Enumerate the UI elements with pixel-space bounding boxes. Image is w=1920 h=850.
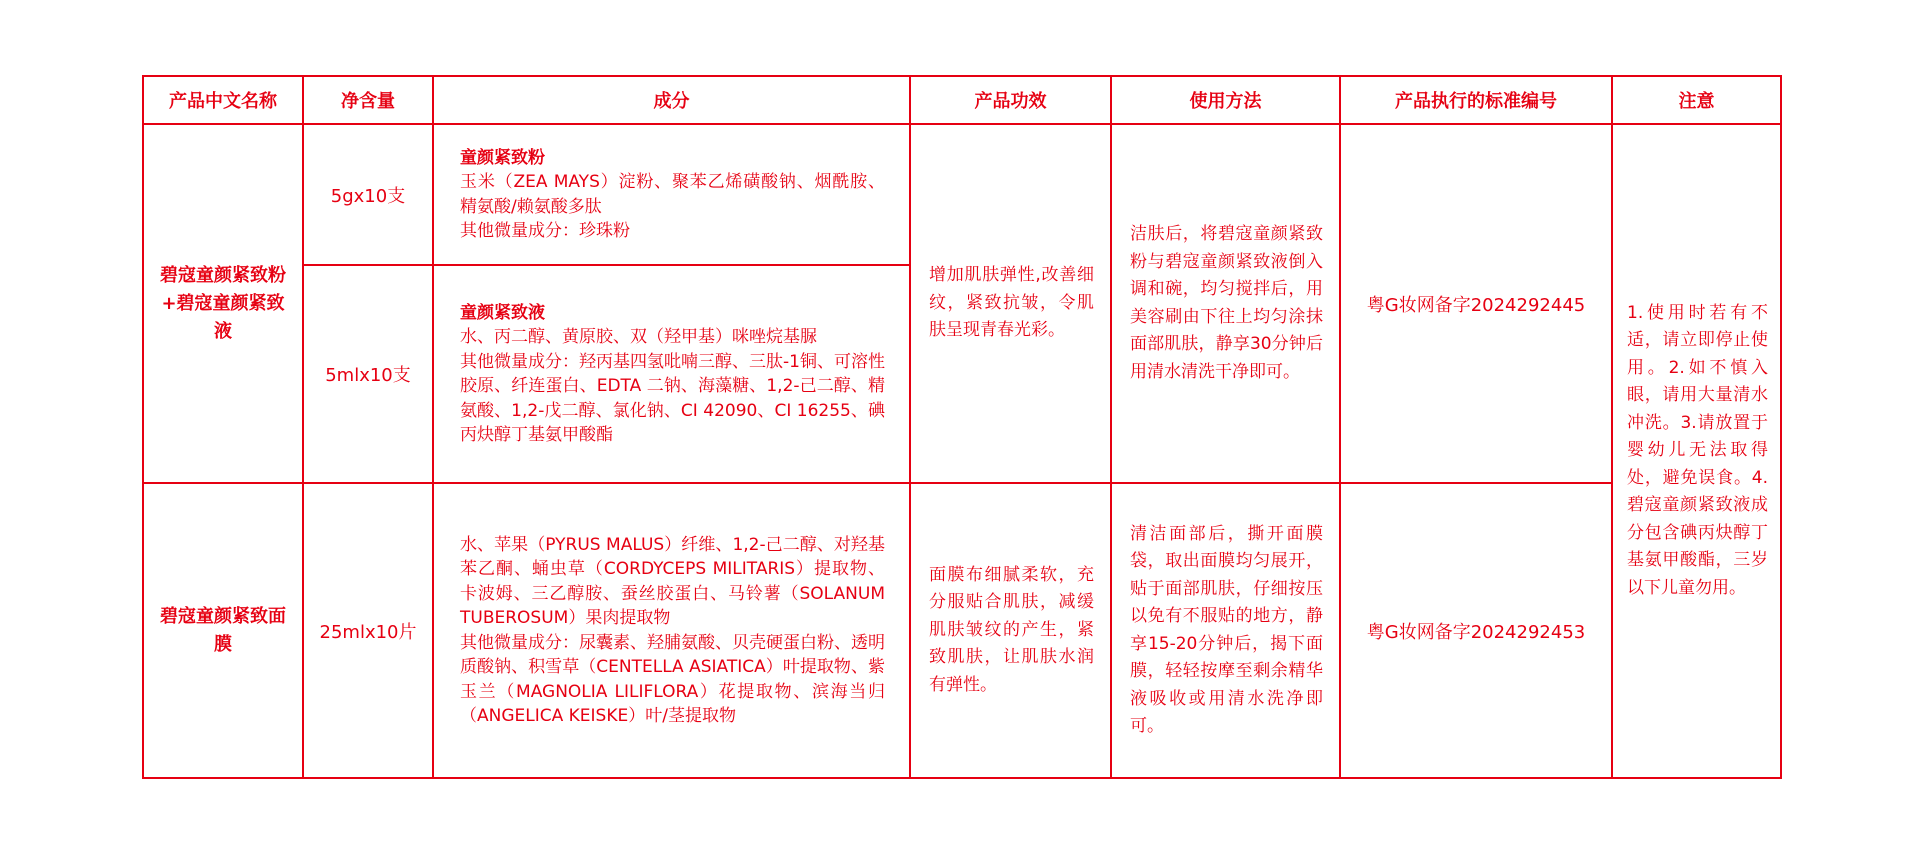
- standard-number-cell: 粤G妆网备字2024292445: [1340, 124, 1612, 483]
- ingredient-list: 水、苹果（PYRUS MALUS）纤维、1,2-己二醇、对羟基苯乙酮、蛹虫草（CORDYCEPS MILITARIS）提取物、卡波姆、三乙醇胺、蚕丝胶蛋白、马铃薯（SOLANUM TUBEROSUM）果肉提取物: [460, 534, 885, 628]
- product-info-table: [142, 75, 1782, 779]
- table-row: [143, 483, 1781, 778]
- product-name-cell: 碧寇童颜紧致面膜: [143, 483, 303, 778]
- net-content-cell: 25mlx10片: [303, 483, 433, 778]
- usage-cell: 清洁面部后，撕开面膜袋，取出面膜均匀展开，贴于面部肌肤，仔细按压以免有不服贴的地方，静享15-20分钟后，揭下面膜，轻轻按摩至剩余精华液吸收或用清水洗净即可。: [1111, 483, 1340, 778]
- ingredient-subtitle: 童颜紧致液: [460, 302, 545, 323]
- header-notice: 注意: [1612, 76, 1781, 124]
- ingredients-cell: [433, 483, 910, 778]
- net-content-cell: 5gx10支: [303, 124, 433, 265]
- notice-cell: 1.使用时若有不适，请立即停止使用。2.如不慎入眼，请用大量清水冲洗。3.请放置于婴幼儿无法取得处，避免误食。4.碧寇童颜紧致液成分包含碘丙炔醇丁基氨甲酸酯，三岁以下儿童勿用。: [1612, 124, 1781, 778]
- header-usage: 使用方法: [1111, 76, 1340, 124]
- ingredient-subtitle: 童颜紧致粉: [460, 147, 545, 168]
- table-row: [143, 124, 1781, 265]
- header-net-content: 净含量: [303, 76, 433, 124]
- ingredient-list: 玉米（ZEA MAYS）淀粉、聚苯乙烯磺酸钠、烟酰胺、精氨酸/赖氨酸多肽: [460, 172, 885, 217]
- header-ingredients: 成分: [433, 76, 910, 124]
- efficacy-cell: 增加肌肤弹性,改善细纹，紧致抗皱，令肌肤呈现青春光彩。: [910, 124, 1111, 483]
- product-info-sheet: [142, 75, 1780, 775]
- header-standard-number: 产品执行的标准编号: [1340, 76, 1612, 124]
- header-product-name: 产品中文名称: [143, 76, 303, 124]
- header-row: [143, 76, 1781, 124]
- trace-ingredient-list: 其他微量成分：羟丙基四氢吡喃三醇、三肽-1铜、可溶性胶原、纤连蛋白、EDTA 二钠、海藻糖、1,2-己二醇、精氨酸、1,2-戊二醇、氯化钠、CI 42090、CI 16255、碘丙炔醇丁基氨甲酸酯: [460, 351, 885, 445]
- ingredients-cell: [433, 124, 910, 265]
- ingredients-cell: [433, 265, 910, 483]
- ingredient-list: 水、丙二醇、黄原胶、双（羟甲基）咪唑烷基脲: [460, 327, 817, 347]
- efficacy-cell: 面膜布细腻柔软，充分服贴合肌肤，减缓肌肤皱纹的产生，紧致肌肤，让肌肤水润有弹性。: [910, 483, 1111, 778]
- usage-cell: 洁肤后，将碧寇童颜紧致粉与碧寇童颜紧致液倒入调和碗，均匀搅拌后，用美容刷由下往上均匀涂抹面部肌肤，静享30分钟后用清水清洗干净即可。: [1111, 124, 1340, 483]
- header-efficacy: 产品功效: [910, 76, 1111, 124]
- trace-ingredient-list: 其他微量成分：珍珠粉: [460, 221, 630, 241]
- product-name-cell: 碧寇童颜紧致粉+碧寇童颜紧致液: [143, 124, 303, 483]
- net-content-cell: 5mlx10支: [303, 265, 433, 483]
- trace-ingredient-list: 其他微量成分：尿囊素、羟脯氨酸、贝壳硬蛋白粉、透明质酸钠、积雪草（CENTELLA ASIATICA）叶提取物、紫玉兰（MAGNOLIA LILIFLORA）花提取物、滨海当归（ANGELICA KEISKE）叶/茎提取物: [460, 632, 885, 726]
- standard-number-cell: 粤G妆网备字2024292453: [1340, 483, 1612, 778]
